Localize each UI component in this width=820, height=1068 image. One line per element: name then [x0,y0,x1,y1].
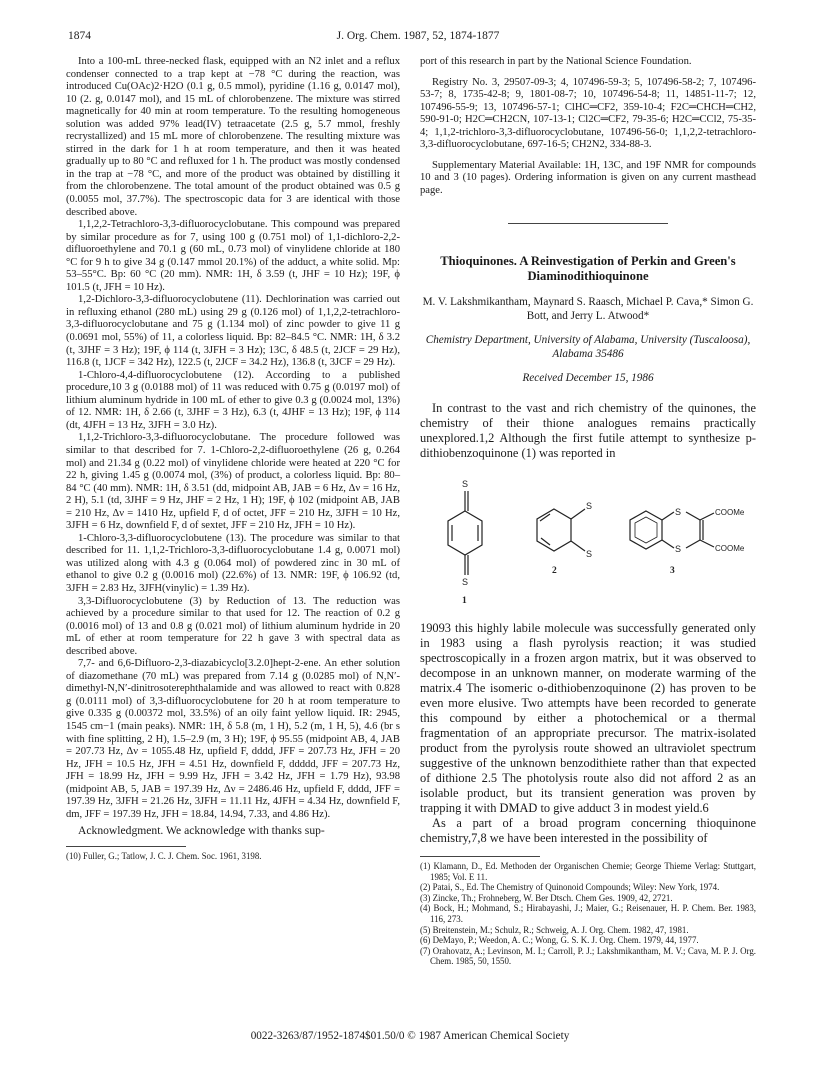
acknowledgment-continued: port of this research in part by the National Science Foundation. [420,56,692,67]
footnote: (5) Breitenstein, M.; Schulz, R.; Schweig, A. J. Org. Chem. 1982, 47, 1981. [420,924,689,935]
paragraph: 1,1,2-Trichloro-3,3-difluorocyclobutane. The procedure followed was similar to that described for 7. 1-Chloro-2,2-difluoroethylene (26 g, 0.264 mol) and 21.34 g (0.22 mol) of vinylidene chloride were heated at 220 °C for 22 h, giving 1.45 g (0.0074 mol, (3%) of product, a colorless liquid. Bp: 80–84 °C (40 mm). NMR: 1H, δ 3.51 (dd, midpoint AB, JAB = 6 Hz, Δν = 16 Hz, 2 H), 5.1 (td, 3JHF = 9 Hz, JHF = 2 Hz, 1 H); 19F, ϕ 102 (midpoint AB, JAB = 210 Hz, Δν = 1410 Hz, upfield F, d of octet, JFF = 210 Hz, 3JFH = 10 Hz, 3JFH = 6 Hz, downfield F, d of sextet, JFF = 210 Hz, JFH = 10 Hz). [66,432,400,532]
ester-label: COOMe [715,508,745,518]
journal-running-head: J. Org. Chem. 1987, 52, 1874-1877 [336,30,500,42]
atom-label: S [586,501,593,512]
compound-number: 3 [670,566,675,577]
atom-label: S [462,577,469,588]
registry-numbers: Registry No. 3, 29507-09-3; 4, 107496-59-3; 5, 107496-58-2; 7, 107496-53-7; 8, 1735-42-8; 9, 1801-08-7; 10, 107496-54-8; 11, 14851-11-7; 12, 107496-55-9; 13, 107496-57-1; ClHC═CF2, 359-10-4; F2C═CHCH═CH2, 590-91-0; H2C═CH2CN, 107-13-1; Cl2C═CF2, 79-35-6; H2C═CCl2, 75-35-4; 1,1,2-trichloro-3,3-difluorocyclobutane, 107496-56-0; 1,1,2,2-tetrachloro-3,3-difluorocyclobutane, 697-16-5; CH2N2, 334-88-3. [420,76,756,151]
footnotes [420,861,756,967]
section-divider [508,223,668,224]
compound-number: 2 [552,566,557,577]
acknowledgment: Acknowledgment. We acknowledge with thanks sup- [78,824,325,838]
paragraph: 7,7- and 6,6-Difluoro-2,3-diazabicyclo[3.2.0]hept-2-ene. An ether solution of diazomethane (70 mL) was prepared from 7.14 g (0.0285 mol) of N,N′-dimethyl-N,N′-dinitrosoterephthalamide and was allowed to react with 0.828 g (0.0111 mol) of 3,3-difluorocyclobutene for 20 h at room temperature to give 0.335 g (0.00372 mol, 33.5%) of an oily faint yellow liquid. IR: 2945, 1545 cm−1 (main peaks). NMR: 1H, δ 5.8 (m, 1 H), 5.2 (m, 1 H, 5), 4.6 (br s with fine splitting, 2 H), 1.5–2.9 (m, 3 H); 19F, ϕ 95.55 (midpoint AB, 4, JAB = 207.73 Hz, Δν = 1055.48 Hz, upfield F, dddd, JFF = 207.73 Hz, JFH = 20 Hz, JFH = 10.5 Hz, JFH = 4.51 Hz, downfield F, ddddd, JFF = 207.73 Hz, JFH = 18.99 Hz, JFH = 9.99 Hz, JFH = 3.42 Hz, JFH = 1.79 Hz), 93.98 (midpoint AB, 5, JAB = 197.39 Hz, Δν = 2486.46 Hz, upfield F, dddd, JFF = 197.39 Hz, 3JFH = 21.26 Hz, 3JFH = 11.11 Hz, 4JFH = 4.34 Hz, downfield F, dm, JFF = 197.39 Hz, JFH = 18.84, 14.94, 7.33, and 4.86 Hz). [66,658,400,820]
received-date: Received December 15, 1986 [522,372,654,385]
compound-number: 1 [462,596,467,607]
footnote: (7) Orahovatz, A.; Levinson, M. I.; Carroll, P. J.; Lakshmikantham, M. V.; Cava, M. P. J. Org. Chem. 1985, 50, 1550. [420,945,756,967]
paragraph: 1-Chloro-4,4-difluorocyclobutene (12). According to a published procedure,10 3 g (0.0188 mol) of 11 was reduced with 0.75 g (0.0197 mol) of lithium aluminum hydride in 100 mL of ether to give 0.3 g (0.0024 mol, 13%) of 12. NMR: 1H, δ 2.66 (t, 3JHF = 3 Hz), 6.3 (t, 4JHF = 13 Hz); 19F, ϕ 114 (dt, 4JFH = 13 Hz, 3JFH = 3.0 Hz). [66,369,400,431]
paragraph: 3,3-Difluorocyclobutene (3) by Reduction of 13. The reduction was achieved by a procedure similar to that used for 12. The reaction of 0.2 g (0.0016 mol) of 13 and 0.8 g (0.021 mol) of lithium aluminum hydride in 20 mL of ether at room temperature for 22 h gave 3 with spectral data as described above. [66,595,400,657]
footnote-rule [66,846,186,847]
article-affiliation: Chemistry Department, University of Alabama, University (Tuscaloosa), Alabama 35486 [425,334,751,360]
article-authors: M. V. Lakshmikantham, Maynard S. Raasch, Michael P. Cava,* Simon G. Bott, and Jerry L. Atwood* [422,296,754,322]
paragraph: Into a 100-mL three-necked flask, equipped with an N2 inlet and a reflux condenser connected to a trap kept at −78 °C during the reaction, was introduced Cu(OAc)2·H2O (0.1 g, 0.5 mmol), pyridine (1.16 g, 0.0147 mol), 10 (2. g, 0.0147 mol), and 15 mL of chlorobenzene. The mixture was stirred magnetically for 40 min at room temperature. To the resulting homogeneous solution was added 97% lead(IV) tetraacetate (2.5 g, 5.7 mmol, freshly recrystallized) and 15 mL more of chlorobenzene. The resulting mixture was stirred in the dark for 1 h at room temperature, and then it was heated gradually up to 80 °C and refluxed for 1 h. The product was mostly condensed in the trap at −78 °C, and more of the product was obtained by distilling it from the chlorobenzene. The total amount of the product obtained was 0.5 g (0.0055 mol, 37.7%). The spectroscopic data for 3 are identical with those described above. [66,56,400,218]
paragraph: 1,1,2,2-Tetrachloro-3,3-difluorocyclobutane. This compound was prepared by similar procedure as for 7, using 100 g (0.751 mol) of 1,1-dichloro-2,2-difluoroethylene and 70.1 g (60 mL, 0.73 mol) of vinylidene chloride at 180 °C for 9 h to give 34 g (0.147 mmol 20.1%) of the adduct, a white solid. Mp: 53–55°C. Bp: 60 °C (20 mm). NMR: 1H, δ 3.59 (t, JHF = 10 Hz); 19F, ϕ 101.5 (t, JFH = 10 Hz). [66,219,400,293]
paragraph: 1,2-Dichloro-3,3-difluorocyclobutene (11). Dechlorination was carried out in refluxing ethanol (280 mL) using 29 g (0.126 mol) of 1,1,2,2-tetrachloro-3,3-difluorocyclobutane and 75 g (1.134 mol) of zinc powder to give 11 g (0.0691 mol, 55%) of 11, a colorless liquid. Bp: 82–84.5 °C. NMR: 1H, δ 3.2 (t, 3JHF = 3 Hz); 19F, ϕ 114 (t, 3JFH = 3 Hz); 13C, δ 48.5 (t, 2JCF = 29 Hz), 116.8 (t, 1JCF = 342 Hz), 122.5 (t, 2JCF = 34.2 Hz), 136.8 (t, 3JCF = 29 Hz). [66,294,400,369]
footnote: (1) Klamann, D., Ed. Methoden der Organischen Chemie; George Thieme Verlag: Stuttgart, 1985; Vol. E 11. [420,861,756,882]
right-column [420,56,756,967]
supplementary-material: Supplementary Material Available: 1H, 13C, and 19F NMR for compounds 10 and 3 (10 pages). Ordering information is given on any current masthead page. [420,159,756,196]
left-column [66,56,400,862]
footnote: (3) Zincke, Th.; Frohneberg, W. Ber Dtsch. Chem Ges. 1909, 42, 2721. [420,892,673,903]
footnote: (4) Bock, H.; Mohmand, S.; Hirabayashi, J.; Maier, G.; Reisenauer, H. P. Chem. Ber. 1983, 116, 273. [420,903,756,924]
page-header [68,30,768,46]
article-title: Thioquinones. A Reinvestigation of Perkin and Green's Diaminodithioquinone [440,254,736,284]
ester-label: COOMe [715,544,745,554]
footnote: (10) Fuller, G.; Tatlow, J. C. J. Chem. Soc. 1961, 3198. [66,850,262,861]
atom-label: S [462,479,469,490]
footnote: (2) Patai, S., Ed. The Chemistry of Quinonoid Compounds; Wiley: New York, 1974. [420,882,720,893]
footnote-rule [420,856,540,857]
page-footer: 0022-3263/87/1952-1874$01.50/0 © 1987 American Chemical Society [250,1030,570,1042]
atom-label: S [675,507,682,518]
intro-paragraph: In contrast to the vast and rich chemistry of the quinones, the chemistry of their thione analogues remains practically unexplored.1,2 Although the first futile attempt to synthesize p-dithiobenzoquinone (1) was reported in [420,401,756,461]
structure-diagram [420,467,756,617]
body-paragraph: 19093 this highly labile molecule was successfully generated only in 1983 using a flash pyrolysis reaction; it was studied spectroscopically in a frozen argon matrix, but it was observed to decompose in an unknown manner, on moderate warming of the matrix.4 The isomeric o-dithiobenzoquinone (2) has proven to be even more elusive. Two attempts have been recorded to generate this compound by either a photochemical or a thermal fragmentation of an appropriate precursor. The matrix-isolated product from the pyrolysis route showed an ultraviolet spectrum suggestive of the unknown benzodithiete rather than that expected of dithione 2.5 The photolysis route also did not afford 2 as an isolable product, but its transient generation was proven by trapping it with DMAD to give adduct 3 in modest yield.6 [420,621,756,816]
atom-label: S [675,544,682,555]
page-number: 1874 [68,30,91,42]
chemical-structures [420,467,756,617]
footnote: (6) DeMayo, P.; Weedon, A. C.; Wong, G. S. K. J. Org. Chem. 1979, 44, 1977. [420,935,699,946]
paragraph: 1-Chloro-3,3-difluorocyclobutene (13). The procedure was similar to that described for 11. 1,1,2-Trichloro-3,3-difluorocyclobutane 1.4 g, 0.0071 mol) was utilized along with 4.3 g (0.064 mol) of powdered zinc in 30 mL of ethanol to give 0.2 g (0.0016 mol) (22.6%) of 13. NMR: 19F, ϕ 106.92 (td, 3JFH = 2.83 Hz, 3JFH(vinylic) = 1.39 Hz). [66,532,400,594]
body-paragraph: As a part of a broad program concerning thioquinone chemistry,7,8 we have been interested in the possibility of [420,816,756,846]
atom-label: S [586,549,593,560]
